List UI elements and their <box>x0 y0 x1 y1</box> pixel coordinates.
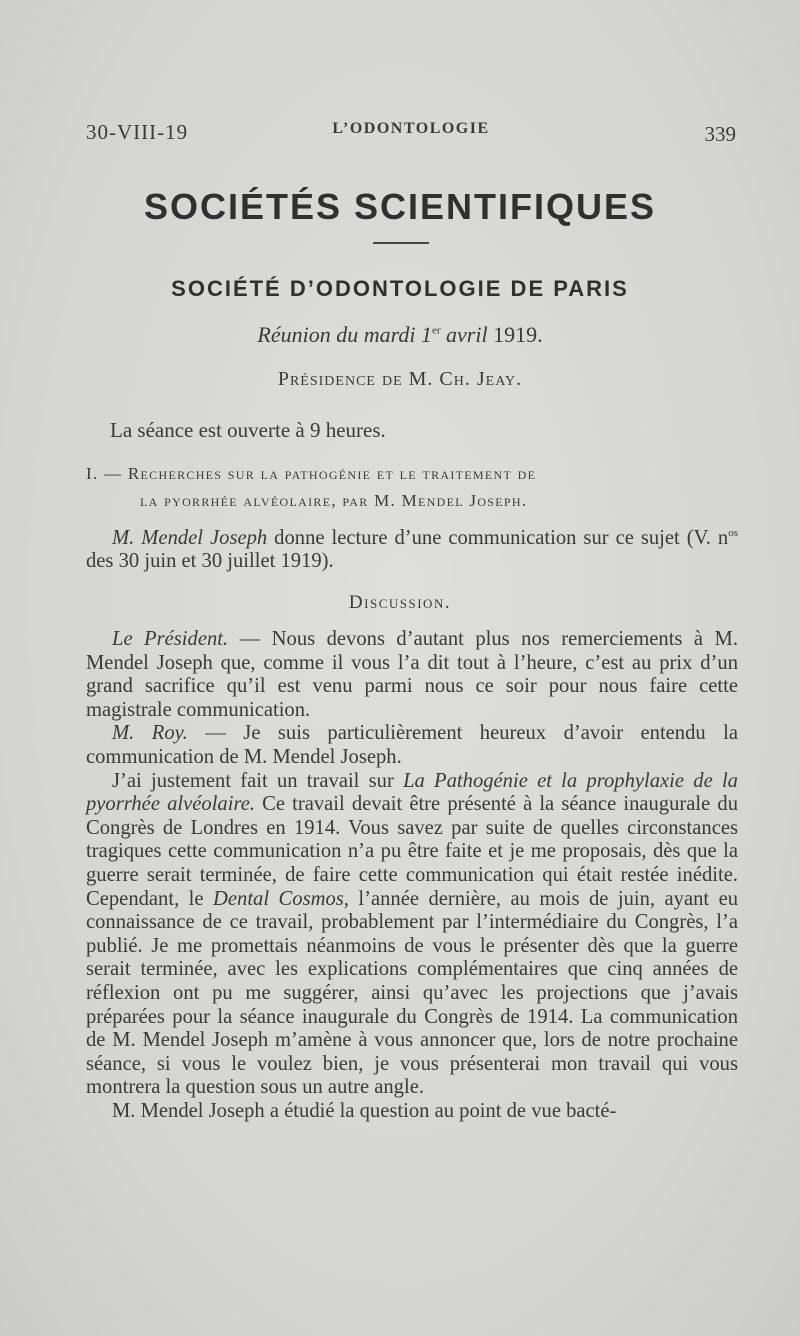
meeting-year: 1919. <box>487 322 543 347</box>
superscript: os <box>728 527 738 539</box>
title-rule <box>373 242 429 244</box>
meeting-sup: er <box>431 324 441 337</box>
presidence-line: Présidence de M. Ch. Jeay. <box>277 368 523 390</box>
paragraph-roy-work <box>86 770 738 1100</box>
meeting-date <box>0 322 800 348</box>
paragraph-text: — Je suis particulièrement heureux d’avoir entendu la communication de M. Mendel Joseph. <box>86 722 739 768</box>
paragraph-text: donne lecture d’une communication sur ce sujet (V. n <box>267 526 729 549</box>
work-title: La Pathogénie et la prophylaxie de la pyorrhée alvéolaire. <box>86 769 738 816</box>
paragraph-text: — Nous devons d’autant plus nos remerciements à M. Mendel Joseph que, comme il vous l’a dit tout à l’heure, c’est au prix d’un grand sacrifice qu’il est venu parmi nous ce soir pour nous faire cette magistrale communication. <box>86 628 738 721</box>
paragraph-text: l’année dernière, au mois de juin, ayant eu connaissance de ce travail, probablement par l’intermédiaire du Congrès, l’a publié. Je me promettais néanmoins de vous le présenter dès que la guerre serait terminée, avec les explications complémentaires que cinq années de réflexion ont pu me suggérer, ainsi qu’avec les projections que j’avais préparées pour la séance inaugurale du Congrès de 1914. La communication de M. Mendel Joseph m’amène à vous annoncer que, lors de notre prochaine séance, si vous le voulez bien, je vous présenterai mon travail qui vous montrera la question sous un autre angle. <box>86 887 739 1099</box>
paragraph-text: J’ai justement fait un travail sur <box>112 769 404 792</box>
speaker-name: Le Président. <box>112 628 229 650</box>
opening-line: La séance est ouverte à 9 heures. <box>110 418 386 442</box>
paragraph-roy <box>86 722 738 769</box>
paragraph-reading <box>86 522 738 574</box>
paragraph-text: Ce travail devait être présenté à la séance inaugurale du Congrès de Londres en 1914. Vous savez par suite de quelles circonstances tragiques cette communication n’a pu être faite et je me proposais, dès que la guerre serait terminée, de faire cette communication qui était restée inédite. Cependant, le <box>86 793 738 910</box>
meeting-prefix: Réunion du mardi 1 <box>257 322 432 347</box>
issue-date: 30-VIII-19 <box>86 120 189 144</box>
meeting-month: avril <box>440 322 488 347</box>
section-title: SOCIÉTÉS SCIENTIFIQUES <box>143 186 657 227</box>
paragraph-text: M. Mendel Joseph a étudié la question au point de vue bacté- <box>112 1099 617 1122</box>
discussion-heading: Discussion. <box>348 592 452 613</box>
agenda-item <box>86 460 738 514</box>
speaker-name: M. Roy. <box>112 722 188 745</box>
page-number: 339 <box>704 122 736 146</box>
paragraph-president <box>86 628 738 722</box>
society-title: SOCIÉTÉ D’ODONTOLOGIE DE PARIS <box>171 276 629 301</box>
paragraph-continuation <box>86 1100 738 1124</box>
agenda-item-line2: la pyorrhée alvéolaire, par M. Mendel Joseph. <box>140 491 528 510</box>
agenda-item-line1: I. — Recherches sur la pathogénie et le traitement de <box>86 464 537 483</box>
journal-title: Dental Cosmos, <box>213 887 349 910</box>
journal-name: L’ODONTOLOGIE <box>332 120 490 137</box>
speaker-name: M. Mendel Joseph <box>112 526 268 549</box>
paragraph-text: des 30 juin et 30 juillet 1919). <box>86 550 334 573</box>
discussion-body <box>86 628 738 1123</box>
running-header <box>86 116 736 146</box>
